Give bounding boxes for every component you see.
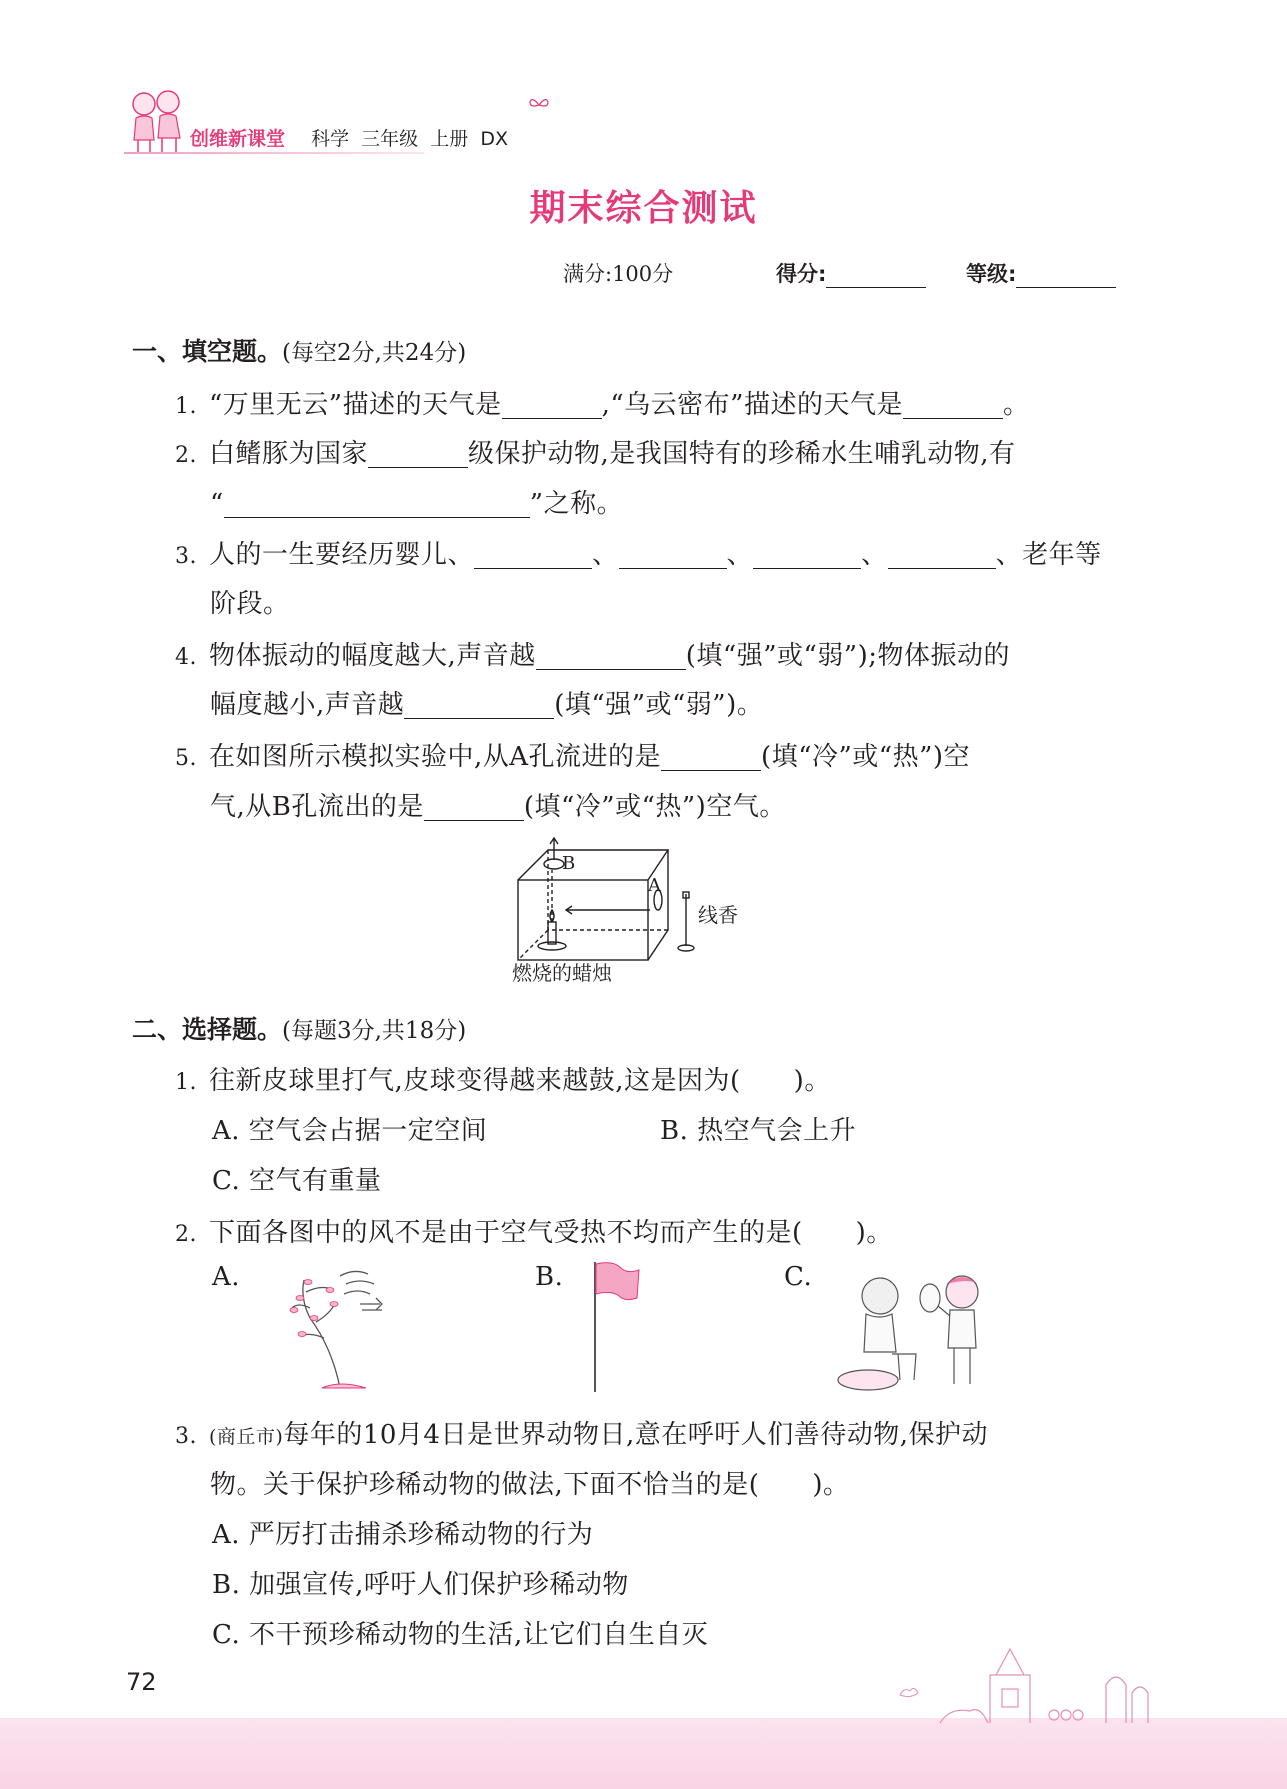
s2-q3 bbox=[175, 1414, 988, 1451]
header-divider bbox=[124, 152, 424, 154]
answer-blank[interactable] bbox=[661, 742, 761, 771]
q-text: (填“冷”或“热”)空 bbox=[761, 742, 971, 772]
castle-decoration-icon bbox=[880, 1645, 1180, 1725]
answer-blank[interactable] bbox=[502, 390, 602, 419]
score-blank[interactable] bbox=[826, 265, 926, 288]
answer-blank[interactable] bbox=[619, 540, 727, 569]
answer-blank[interactable] bbox=[536, 641, 686, 670]
footer-band bbox=[0, 1718, 1287, 1789]
answer-blank[interactable] bbox=[474, 540, 592, 569]
s1-q5-cont bbox=[210, 786, 786, 823]
grade-label: 等级: bbox=[966, 262, 1017, 286]
q-text: 白鳍豚为国家 bbox=[209, 439, 369, 469]
header-text bbox=[190, 124, 508, 151]
q-number: 2. bbox=[175, 443, 197, 468]
grade-blank[interactable] bbox=[1016, 265, 1116, 288]
q-number: 3. bbox=[175, 544, 197, 569]
q-text: “万里无云”描述的天气是 bbox=[209, 390, 502, 420]
s2-q1 bbox=[175, 1060, 831, 1097]
flag-image bbox=[585, 1258, 645, 1394]
q-text: 每年的10月4日是世界动物日,意在呼吁人们善待动物,保护动 bbox=[283, 1420, 988, 1450]
s1-q3-cont: 阶段。 bbox=[210, 589, 290, 619]
q-text: 级保护动物,是我国特有的珍稀水生哺乳动物,有 bbox=[468, 439, 1016, 469]
q-number: 4. bbox=[175, 645, 197, 670]
label-b: B bbox=[562, 853, 576, 874]
q-text: 人的一生要经历婴儿、 bbox=[209, 540, 475, 570]
q-number: 5. bbox=[175, 746, 197, 771]
s2-q3-option-c[interactable]: C. 不干预珍稀动物的生活,让它们自生自灭 bbox=[212, 1620, 709, 1650]
answer-blank[interactable] bbox=[404, 690, 554, 719]
q-text: (填“强”或“弱”);物体振动的 bbox=[685, 641, 1010, 671]
q-text: 幅度越小,声音越 bbox=[210, 690, 405, 720]
q-text: 。 bbox=[1002, 390, 1030, 420]
s2-q3-option-b[interactable]: B. 加强宣传,呼吁人们保护珍稀动物 bbox=[212, 1570, 629, 1600]
s1-q4 bbox=[175, 635, 1010, 672]
q-number: 2. bbox=[175, 1222, 197, 1247]
convection-box-diagram bbox=[508, 836, 768, 982]
q-text: 往新皮球里打气,皮球变得越来越鼓,这是因为( )。 bbox=[209, 1066, 831, 1096]
volume: 上册 bbox=[430, 128, 469, 150]
butterfly-icon bbox=[528, 96, 550, 114]
answer-blank[interactable] bbox=[753, 540, 861, 569]
grade-field bbox=[966, 258, 1116, 288]
s2-q2 bbox=[175, 1212, 893, 1249]
full-marks: 满分:100分 bbox=[563, 262, 674, 286]
q-text: (填“强”或“弱”)。 bbox=[554, 690, 764, 720]
q-text: 、 bbox=[861, 540, 888, 570]
score-label: 得分: bbox=[776, 262, 827, 286]
answer-blank[interactable] bbox=[888, 540, 996, 569]
s2-q3-cont: 物。关于保护珍稀动物的做法,下面不恰当的是( )。 bbox=[210, 1470, 850, 1500]
section-1-heading bbox=[132, 332, 466, 368]
q-source: (商丘市) bbox=[209, 1426, 284, 1448]
q-text: ,“乌云密布”描述的天气是 bbox=[601, 390, 903, 420]
s1-q3 bbox=[175, 534, 1102, 571]
score-field bbox=[776, 258, 926, 288]
s2-q2-option-b[interactable]: B. bbox=[535, 1262, 564, 1292]
s1-q1 bbox=[175, 384, 1029, 421]
q-text: 物体振动的幅度越大,声音越 bbox=[209, 641, 536, 671]
s2-q1-option-c[interactable]: C. 空气有重量 bbox=[212, 1166, 382, 1196]
section-2-heading bbox=[132, 1010, 466, 1046]
s2-q2-option-c[interactable]: C. bbox=[784, 1262, 813, 1292]
candle-caption: 燃烧的蜡烛 bbox=[512, 961, 612, 982]
q-text: 在如图所示模拟实验中,从A孔流进的是 bbox=[209, 742, 662, 772]
s1-q2 bbox=[175, 433, 1016, 470]
q-text: 气,从B孔流出的是 bbox=[210, 792, 424, 822]
section-2-note: (每题3分,共18分) bbox=[282, 1018, 467, 1044]
s2-q3-option-a[interactable]: A. 严厉打击捕杀珍稀动物的行为 bbox=[212, 1520, 594, 1550]
s2-q1-option-a[interactable]: A. 空气会占据一定空间 bbox=[212, 1116, 488, 1146]
q-text: 、 bbox=[592, 540, 619, 570]
s1-q2-cont bbox=[210, 483, 623, 520]
q-number: 3. bbox=[175, 1424, 197, 1449]
q-text: 、 bbox=[726, 540, 754, 570]
section-1-title: 一、填空题。 bbox=[132, 337, 283, 366]
grade: 三年级 bbox=[361, 128, 419, 150]
windblown-tree-image bbox=[270, 1258, 390, 1394]
s2-q2-option-a[interactable]: A. bbox=[212, 1262, 241, 1292]
section-2-title: 二、选择题。 bbox=[132, 1015, 283, 1044]
brand-name: 创维新课堂 bbox=[190, 128, 286, 150]
q-text: (填“冷”或“热”)空气。 bbox=[523, 792, 786, 822]
children-logo-icon bbox=[124, 88, 192, 154]
q-number: 1. bbox=[175, 1070, 197, 1095]
page-number: 72 bbox=[126, 1668, 157, 1696]
q-text: 、老年等 bbox=[995, 540, 1102, 570]
s1-q5 bbox=[175, 736, 970, 773]
label-a: A bbox=[648, 875, 661, 896]
answer-blank[interactable] bbox=[224, 489, 530, 518]
q-text: 下面各图中的风不是由于空气受热不均而产生的是( )。 bbox=[209, 1218, 893, 1248]
s2-q1-option-b[interactable]: B. 热空气会上升 bbox=[660, 1116, 857, 1146]
page-title: 期末综合测试 bbox=[529, 188, 758, 229]
answer-blank[interactable] bbox=[424, 792, 524, 821]
incense-label: 线香 bbox=[698, 903, 738, 927]
answer-blank[interactable] bbox=[903, 390, 1003, 419]
q-text: ”之称。 bbox=[529, 489, 624, 519]
subject: 科学 bbox=[311, 128, 350, 150]
people-fanning-image bbox=[826, 1262, 1010, 1396]
q-number: 1. bbox=[175, 394, 197, 419]
q-text: “ bbox=[210, 489, 224, 519]
s1-q4-cont bbox=[210, 684, 763, 721]
edition: DX bbox=[480, 128, 509, 150]
answer-blank[interactable] bbox=[368, 439, 468, 468]
section-1-note: (每空2分,共24分) bbox=[282, 340, 467, 366]
